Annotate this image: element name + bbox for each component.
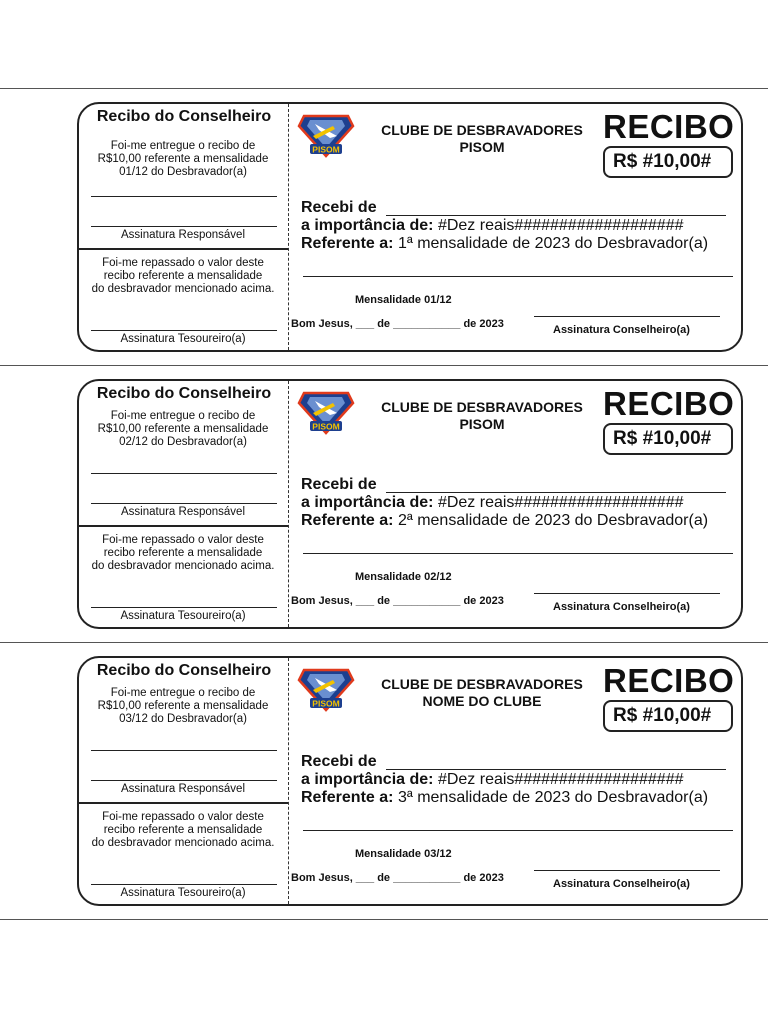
signature-line[interactable] xyxy=(534,870,720,871)
referente-label: Referente a: xyxy=(301,235,394,252)
club-name-line-2: PISOM xyxy=(459,416,505,432)
stub-text-line: R$10,00 referente a mensalidade xyxy=(97,700,269,712)
signature-line[interactable] xyxy=(91,503,277,504)
conselheiro-label: Assinatura Conselheiro(a) xyxy=(553,324,690,336)
conselheiro-label: Assinatura Conselheiro(a) xyxy=(553,878,690,890)
perforation-line xyxy=(288,658,289,904)
logo-text: PISOM xyxy=(312,698,340,709)
stub-text-line: Foi-me repassado o valor deste xyxy=(102,257,264,269)
amount-box: R$ #10,00# xyxy=(603,146,733,178)
signature-line[interactable] xyxy=(91,330,277,331)
club-name-line-1: CLUBE DE DESBRAVADORES xyxy=(381,122,583,138)
club-name-line-1: CLUBE DE DESBRAVADORES xyxy=(381,399,583,415)
amount-box: R$ #10,00# xyxy=(603,423,733,455)
recebi-field xyxy=(301,476,377,494)
referente-field xyxy=(301,512,708,530)
logo-text: PISOM xyxy=(312,421,340,432)
cut-line-4 xyxy=(0,919,768,920)
stub-text xyxy=(85,687,281,726)
stub-text-line: do desbravador mencionado acima. xyxy=(91,560,275,572)
recebi-field xyxy=(301,753,377,771)
recebi-field xyxy=(301,199,377,217)
receipt-heading: RECIBO xyxy=(603,662,735,699)
stub-text-line: recibo referente a mensalidade xyxy=(103,824,263,836)
signature-line[interactable] xyxy=(91,607,277,608)
stub-text xyxy=(85,410,281,449)
recebi-label: Recebi de xyxy=(301,753,377,770)
receipt-2 xyxy=(77,379,743,629)
stub-text-2 xyxy=(85,811,281,850)
logo-text: PISOM xyxy=(312,144,340,155)
stub-text-line: 01/12 do Desbravador(a) xyxy=(119,166,247,178)
mensalidade-label: Mensalidade 02/12 xyxy=(355,571,452,583)
responsavel-label: Assinatura Responsável xyxy=(120,229,245,241)
recebi-blank-line[interactable] xyxy=(386,215,726,216)
date-line[interactable]: Bom Jesus, ___ de ___________ de 2023 xyxy=(291,872,504,884)
stub-text-line: R$10,00 referente a mensalidade xyxy=(97,423,269,435)
perforation-line xyxy=(288,104,289,350)
recebi-label: Recebi de xyxy=(301,199,377,216)
importancia-label: a importância de: xyxy=(301,217,434,234)
club-logo-icon xyxy=(297,389,355,435)
recebi-label: Recebi de xyxy=(301,476,377,493)
importancia-label: a importância de: xyxy=(301,771,434,788)
stub-divider xyxy=(79,802,288,804)
referente-value: 2ª mensalidade de 2023 do Desbravador(a) xyxy=(397,512,709,529)
responsavel-label: Assinatura Responsável xyxy=(120,506,245,518)
stub-text-line: do desbravador mencionado acima. xyxy=(91,283,275,295)
signature-line[interactable] xyxy=(91,473,277,474)
stub-text xyxy=(85,140,281,179)
counselor-stub xyxy=(79,104,289,350)
club-name-line-1: CLUBE DE DESBRAVADORES xyxy=(381,676,583,692)
mensalidade-label: Mensalidade 01/12 xyxy=(355,294,452,306)
referente-value: 1ª mensalidade de 2023 do Desbravador(a) xyxy=(397,235,709,252)
importancia-field xyxy=(301,217,683,235)
counselor-stub xyxy=(79,658,289,904)
counselor-stub xyxy=(79,381,289,627)
extra-blank-line[interactable] xyxy=(303,276,733,277)
receipt-heading: RECIBO xyxy=(603,385,735,422)
signature-line[interactable] xyxy=(91,196,277,197)
receipt-1 xyxy=(77,102,743,352)
signature-line[interactable] xyxy=(91,226,277,227)
tesoureiro-label: Assinatura Tesoureiro(a) xyxy=(120,887,246,899)
club-name-line-2: PISOM xyxy=(459,139,505,155)
conselheiro-label: Assinatura Conselheiro(a) xyxy=(553,601,690,613)
stub-text-line: recibo referente a mensalidade xyxy=(103,547,263,559)
club-name xyxy=(367,676,597,710)
signature-line[interactable] xyxy=(534,593,720,594)
club-name xyxy=(367,122,597,156)
club-logo-icon xyxy=(297,112,355,158)
recebi-blank-line[interactable] xyxy=(386,769,726,770)
receipt-heading: RECIBO xyxy=(603,108,735,145)
importancia-label: a importância de: xyxy=(301,494,434,511)
receipt-3 xyxy=(77,656,743,906)
signature-line[interactable] xyxy=(91,780,277,781)
stub-text-line: Foi-me repassado o valor deste xyxy=(102,534,264,546)
stub-divider xyxy=(79,248,288,250)
stub-text-line: Foi-me entregue o recibo de xyxy=(110,687,256,699)
cut-line-2 xyxy=(0,365,768,366)
perforation-line xyxy=(288,381,289,627)
extra-blank-line[interactable] xyxy=(303,553,733,554)
stub-text-line: 02/12 do Desbravador(a) xyxy=(119,436,247,448)
stub-text-line: Foi-me repassado o valor deste xyxy=(102,811,264,823)
stub-text-line: 03/12 do Desbravador(a) xyxy=(119,713,247,725)
stub-divider xyxy=(79,525,288,527)
stub-text-2 xyxy=(85,257,281,296)
referente-field xyxy=(301,789,708,807)
importancia-field xyxy=(301,771,683,789)
stub-title: Recibo do Conselheiro xyxy=(96,662,272,679)
stub-text-line: Foi-me entregue o recibo de xyxy=(110,410,256,422)
referente-label: Referente a: xyxy=(301,512,394,529)
importancia-value: #Dez reais################### xyxy=(437,217,684,234)
stub-text-line: R$10,00 referente a mensalidade xyxy=(97,153,269,165)
importancia-value: #Dez reais################### xyxy=(437,771,684,788)
importancia-value: #Dez reais################### xyxy=(437,494,684,511)
referente-field xyxy=(301,235,708,253)
stub-text-line: Foi-me entregue o recibo de xyxy=(110,140,256,152)
club-name-line-2: NOME DO CLUBE xyxy=(422,693,542,709)
club-name xyxy=(367,399,597,433)
stub-text-line: do desbravador mencionado acima. xyxy=(91,837,275,849)
cut-line-1 xyxy=(0,88,768,89)
stub-text-line: recibo referente a mensalidade xyxy=(103,270,263,282)
club-logo-icon xyxy=(297,666,355,712)
responsavel-label: Assinatura Responsável xyxy=(120,783,245,795)
extra-blank-line[interactable] xyxy=(303,830,733,831)
signature-line[interactable] xyxy=(91,750,277,751)
importancia-field xyxy=(301,494,683,512)
signature-line[interactable] xyxy=(91,884,277,885)
referente-label: Referente a: xyxy=(301,789,394,806)
tesoureiro-label: Assinatura Tesoureiro(a) xyxy=(120,610,246,622)
stub-title: Recibo do Conselheiro xyxy=(96,108,272,125)
recebi-blank-line[interactable] xyxy=(386,492,726,493)
tesoureiro-label: Assinatura Tesoureiro(a) xyxy=(120,333,246,345)
stub-text-2 xyxy=(85,534,281,573)
signature-line[interactable] xyxy=(534,316,720,317)
mensalidade-label: Mensalidade 03/12 xyxy=(355,848,452,860)
amount-box: R$ #10,00# xyxy=(603,700,733,732)
stub-title: Recibo do Conselheiro xyxy=(96,385,272,402)
date-line[interactable]: Bom Jesus, ___ de ___________ de 2023 xyxy=(291,318,504,330)
referente-value: 3ª mensalidade de 2023 do Desbravador(a) xyxy=(397,789,709,806)
cut-line-3 xyxy=(0,642,768,643)
date-line[interactable]: Bom Jesus, ___ de ___________ de 2023 xyxy=(291,595,504,607)
